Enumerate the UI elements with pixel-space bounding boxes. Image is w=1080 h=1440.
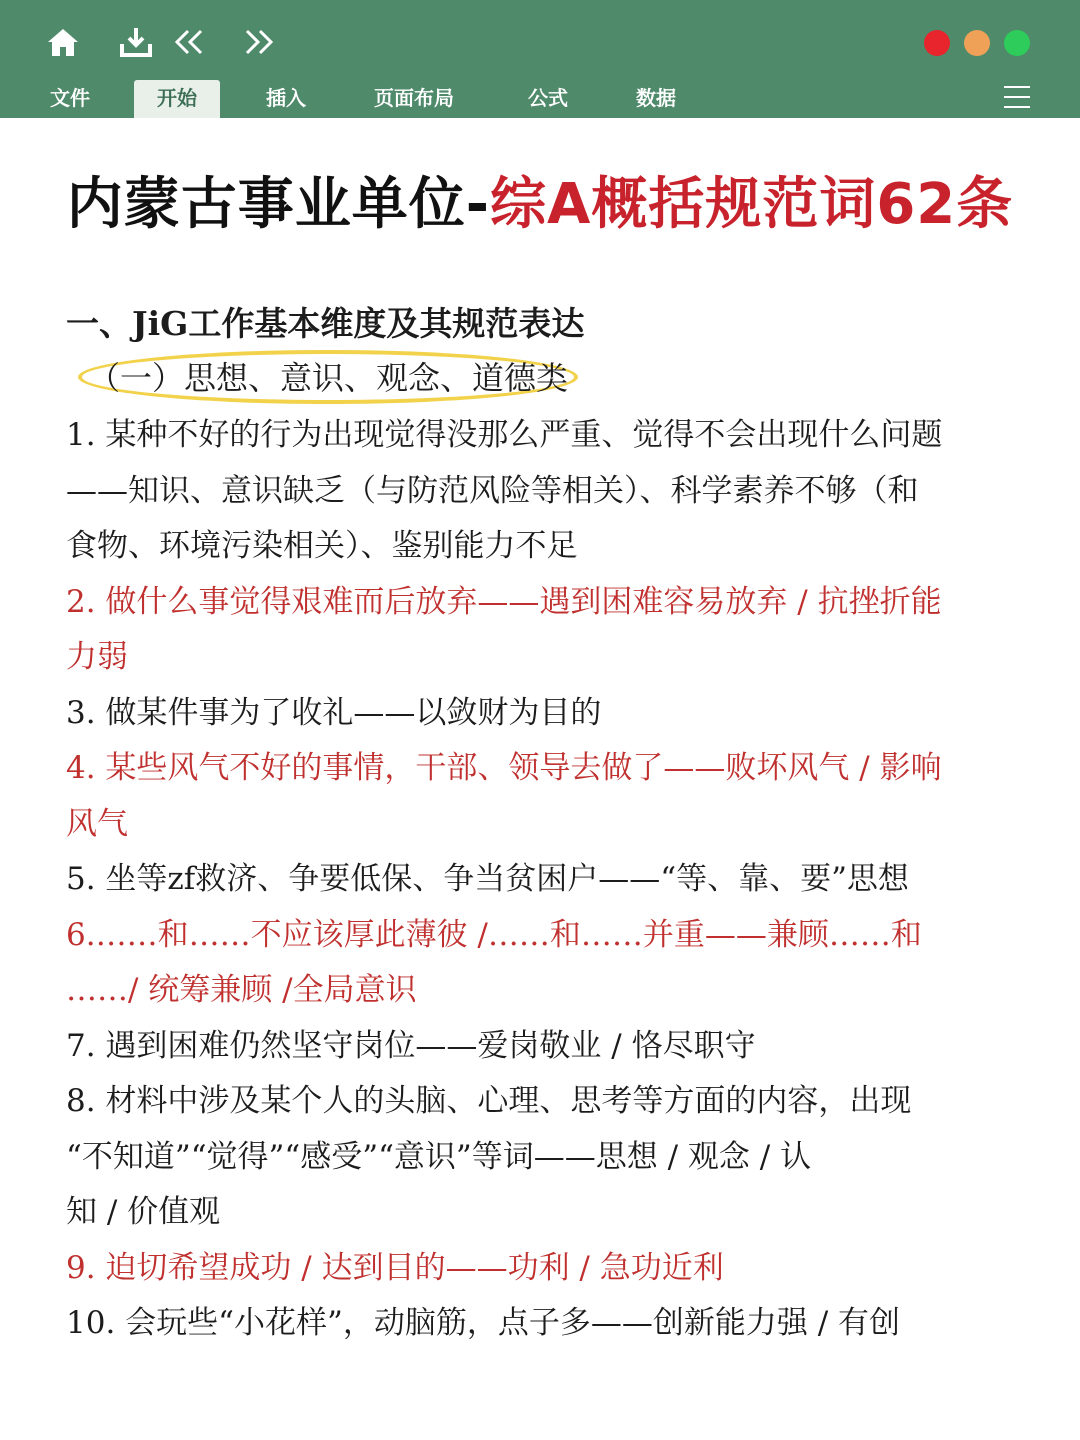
tab-insert[interactable]: 插入: [266, 86, 306, 110]
item-line: 4. 某些风气不好的事情，干部、领导去做了——败坏风气 / 影响: [66, 750, 942, 786]
list-item: [66, 1074, 1016, 1241]
item-line: 10. 会玩些“小花样”，动脑筋，点子多——创新能力强 / 有创: [66, 1305, 901, 1341]
page-title-part2: 综A概括规范词62条: [489, 172, 1014, 237]
item-line: 食物、环境污染相关）、鉴别能力不足: [66, 528, 578, 564]
back-icon[interactable]: [172, 28, 206, 56]
app-toolbar: [0, 0, 1080, 118]
item-line: 知 / 价值观: [66, 1194, 221, 1230]
item-line: 6.……和……不应该厚此薄彼 /……和……并重——兼顾……和: [66, 916, 922, 953]
list-item: [66, 408, 1016, 575]
tab-file[interactable]: 文件: [50, 86, 90, 110]
item-line: “不知道”“觉得”“感受”“意识”等词——思想 / 观念 / 认: [66, 1138, 812, 1175]
tab-start[interactable]: 开始: [134, 80, 220, 118]
list-item: [66, 741, 1016, 852]
list-item: [66, 908, 1016, 1019]
item-line: 9. 迫切希望成功 / 达到目的——功利 / 急功近利: [66, 1249, 724, 1286]
forward-icon[interactable]: [242, 28, 276, 56]
item-line: 2. 做什么事觉得艰难而后放弃——遇到困难容易放弃 / 抗挫折能: [66, 583, 942, 620]
window-maximize-button[interactable]: [1004, 30, 1030, 56]
tab-data[interactable]: 数据: [636, 86, 676, 110]
list-item: [66, 1241, 1016, 1297]
item-line: 力弱: [66, 639, 128, 675]
item-line: 风气: [66, 805, 128, 842]
page-title: [0, 160, 1080, 240]
item-list: [66, 408, 1016, 1352]
item-line: 1. 某种不好的行为出现觉得没那么严重、觉得不会出现什么问题: [66, 417, 943, 453]
home-icon[interactable]: [46, 26, 80, 58]
item-line: 8. 材料中涉及某个人的头脑、心理、思考等方面的内容，出现: [66, 1083, 912, 1119]
page-title-part1: 内蒙古事业单位-: [66, 172, 490, 237]
list-item: [66, 686, 1016, 742]
window-close-button[interactable]: [924, 30, 950, 56]
item-line: ……/ 统筹兼顾 /全局意识: [66, 972, 417, 1008]
item-line: ——知识、意识缺乏（与防范风险等相关）、科学素养不够（和: [66, 472, 919, 509]
window-minimize-button[interactable]: [964, 30, 990, 56]
list-item: [66, 1019, 1016, 1075]
download-icon[interactable]: [118, 26, 154, 58]
list-item: [66, 1296, 1016, 1352]
tab-formula[interactable]: 公式: [528, 86, 568, 110]
list-item: [66, 852, 1016, 908]
sub-heading: （一）思想、意识、观念、道德类: [88, 359, 569, 397]
tab-page-layout[interactable]: 页面布局: [374, 86, 454, 110]
section-heading: 一、JiG工作基本维度及其规范表达: [66, 304, 585, 343]
list-item: [66, 575, 1016, 686]
item-line: 5. 坐等zf救济、争要低保、争当贫困户——“等、靠、要”思想: [66, 861, 909, 897]
menu-icon[interactable]: [1004, 86, 1030, 108]
item-line: 3. 做某件事为了收礼——以敛财为目的: [66, 694, 602, 731]
item-line: 7. 遇到困难仍然坚守岗位——爱岗敬业 / 恪尽职守: [66, 1027, 756, 1064]
